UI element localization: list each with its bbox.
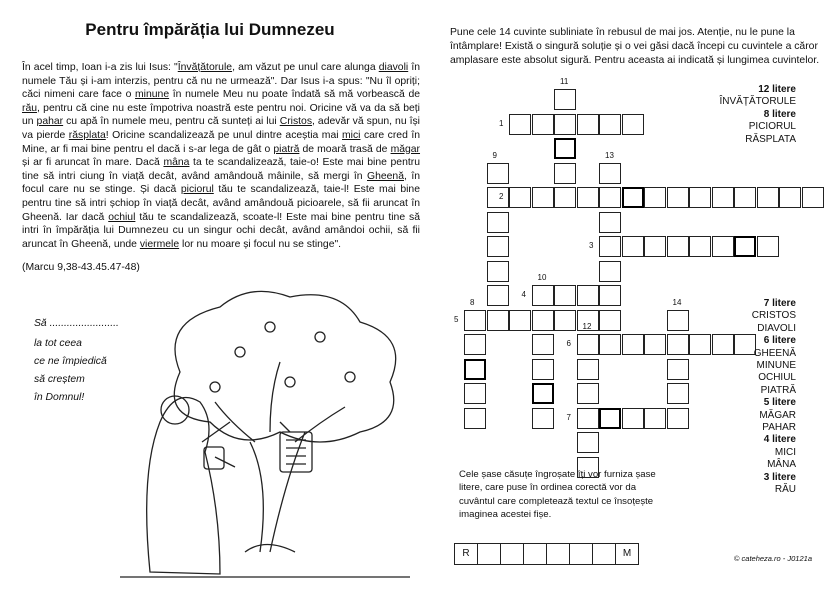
clue-number: 10 <box>537 273 547 282</box>
crossword-cell[interactable] <box>667 334 689 355</box>
crossword-cell[interactable] <box>599 334 621 355</box>
word-item: MÂNA <box>767 459 796 471</box>
crossword-cell[interactable] <box>577 334 599 355</box>
crossword-cell[interactable] <box>712 187 734 208</box>
crossword-cell[interactable] <box>712 236 734 257</box>
crossword-cell[interactable] <box>599 261 621 282</box>
gospel-passage: În acel timp, Ioan i-a zis lui Isus: "Învățătorule, am văzut pe unul care alunga diavoli în numele Tău și i-am interzis, pentru că nu ne urmează". Dar Isus i-a spus: "Nu îl opriți; căci nimeni care face o minune în numele Meu nu poate îndată să mă vorbească de rău, pentru că cine nu este împotriva noastră este pentru noi. Oricine vă va da să beți un pahar cu apă în numele meu, pentru că sunteți ai lui Cristos, adevăr vă spun, nu își va pierde răsplata! Oricine scandalizează pe unul dintre aceștia mai mici care cred în Mine, ar fi mai bine pentru el dacă i s-ar lega de gât o piatră de moară trasă de măgar și ar fi aruncat în mare. Dacă mâna ta te scandalizează, taie-o! Este mai bine pentru tine să intri ciung în viață decât, având amândouă mâinile, să mergi în Gheenă, în focul care nu se stinge. Și dacă piciorul tău te scandalizează, taie-l! Este mai bine pentru tine să intri șchiop în viață decât, având amândouă picioarele, să fii aruncat în Gheenă. Iar dacă ochiul tău te scandalizează, scoate-l! Este mai bine pentru tine să intri în împărăția lui Dumnezeu cu un singur ochi decât, având amândoi ochii, să fii aruncat în Gheenă, unde viermele lor nu moare și focul nu se stinge". <box>22 62 421 250</box>
crossword-cell[interactable] <box>644 187 666 208</box>
clue-number: 11 <box>560 77 569 86</box>
crossword-cell[interactable] <box>599 310 621 331</box>
crossword-cell[interactable] <box>487 310 509 331</box>
crossword-cell[interactable] <box>622 114 644 135</box>
crossword-cell[interactable] <box>802 187 824 208</box>
crossword-cell[interactable] <box>577 359 599 380</box>
word-item: MICI <box>774 446 796 458</box>
crossword-cell[interactable] <box>734 187 756 208</box>
crossword-cell[interactable] <box>532 334 554 355</box>
word-item: PICIORUL <box>748 121 796 133</box>
bible-reference: (Marcu 9,38-43.45.47-48) <box>22 262 140 273</box>
crossword-cell[interactable] <box>464 334 486 355</box>
crossword-cell[interactable] <box>487 285 509 306</box>
clue-number: 1 <box>499 118 504 128</box>
crossword-cell[interactable] <box>689 236 711 257</box>
crossword-cell[interactable] <box>644 334 666 355</box>
fill-line-2: la tot ceea <box>34 338 82 349</box>
word-list-bottom <box>752 298 796 497</box>
clue-number: 14 <box>672 297 682 307</box>
crossword-cell[interactable] <box>464 383 486 404</box>
crossword-cell[interactable] <box>599 114 621 135</box>
crossword-cell[interactable] <box>622 236 644 257</box>
fill-line-5: în Domnul! <box>34 392 85 403</box>
crossword-cell[interactable] <box>577 408 599 429</box>
crossword-cell[interactable] <box>622 408 644 429</box>
clue-number: 12 <box>582 322 592 331</box>
crossword-cell[interactable] <box>599 236 621 257</box>
word-item: ÎNVĂȚĂTORULE <box>719 96 796 108</box>
answer-cell-1[interactable]: R <box>454 543 478 565</box>
answer-cell-4[interactable] <box>523 543 547 565</box>
crossword-cell[interactable] <box>487 261 509 282</box>
crossword-cell[interactable] <box>554 310 576 331</box>
crossword-cell[interactable] <box>509 187 531 208</box>
fill-line-4: să creștem <box>34 374 85 385</box>
word-group-header: 4 litere <box>763 434 796 446</box>
word-item: OCHIUL <box>758 372 796 384</box>
crossword-cell[interactable] <box>689 187 711 208</box>
crossword-cell[interactable] <box>667 236 689 257</box>
crossword-cell[interactable] <box>599 163 621 184</box>
crossword-cell[interactable] <box>554 163 576 184</box>
crossword-cell[interactable] <box>689 334 711 355</box>
word-item: PIATRĂ <box>760 384 796 396</box>
clue-number: 9 <box>492 150 497 160</box>
crossword-cell[interactable] <box>667 408 689 429</box>
crossword-cell[interactable] <box>577 285 599 306</box>
clue-number: 13 <box>605 150 614 160</box>
answer-cell-8[interactable]: M <box>615 543 639 565</box>
answer-cell-7[interactable] <box>592 543 616 565</box>
word-group-header: 7 litere <box>763 298 796 309</box>
crossword-cell[interactable] <box>464 408 486 429</box>
crossword-cell[interactable] <box>532 285 554 306</box>
crossword-cell[interactable] <box>487 212 509 233</box>
crossword-cell[interactable] <box>599 187 621 208</box>
crossword-cell[interactable] <box>644 236 666 257</box>
crossword-cell[interactable] <box>532 187 554 208</box>
crossword-cell[interactable] <box>667 383 689 404</box>
word-group-header: 8 litere <box>763 108 796 120</box>
clue-number: 2 <box>499 192 504 201</box>
crossword-cell[interactable] <box>487 187 509 208</box>
word-group-header: 6 litere <box>763 335 796 347</box>
crossword-cell[interactable] <box>644 408 666 429</box>
word-item: DIAVOLI <box>757 322 796 334</box>
crossword-cell[interactable] <box>757 187 779 208</box>
word-list-top <box>720 84 797 146</box>
crossword-cell[interactable] <box>577 432 599 453</box>
crossword-cell[interactable] <box>554 89 576 110</box>
worksheet-title: Pentru împărăția lui Dumnezeu <box>85 20 335 39</box>
fill-line-1[interactable]: Să ........................ <box>34 318 119 329</box>
clue-number: 3 <box>589 241 594 250</box>
crossword-cell[interactable] <box>509 310 531 331</box>
crossword-cell[interactable] <box>599 285 621 306</box>
word-item: RĂU <box>774 484 796 496</box>
clue-number: 4 <box>521 290 526 299</box>
crossword-bold-cell[interactable] <box>622 187 644 208</box>
crossword-bold-cell[interactable] <box>554 138 576 159</box>
crossword-cell[interactable] <box>577 187 599 208</box>
crossword-cell[interactable] <box>622 334 644 355</box>
word-item: GHEENĂ <box>753 347 796 359</box>
crossword-cell[interactable] <box>599 212 621 233</box>
crossword-bold-cell[interactable] <box>734 236 756 257</box>
crossword-cell[interactable] <box>532 310 554 331</box>
crossword-cell[interactable] <box>532 359 554 380</box>
word-item: MINUNE <box>756 360 796 372</box>
crossword-bold-cell[interactable] <box>464 359 486 380</box>
crossword-cell[interactable] <box>464 310 486 331</box>
crossword-cell[interactable] <box>554 285 576 306</box>
answer-cell-2[interactable] <box>477 543 501 565</box>
crossword-cell[interactable] <box>509 114 531 135</box>
clue-number: 6 <box>566 339 571 348</box>
crossword-cell[interactable] <box>577 114 599 135</box>
word-item: PAHAR <box>762 422 796 434</box>
word-group-header: 12 litere <box>758 84 796 95</box>
crossword-bold-cell[interactable] <box>532 383 554 404</box>
crossword-instructions: Pune cele 14 cuvinte subliniate în rebusul de mai jos. Atenție, nu le pune la întâmplare! Există o singură soluție și o vei găsi dacă începi cu cuvintele a căror amplasare este absolut sigură. Pentru aceasta ai indicată și lungimea cuvintelor. <box>450 27 820 66</box>
word-group-header: 3 litere <box>763 471 796 483</box>
crossword-cell[interactable] <box>532 114 554 135</box>
crossword-bold-cell[interactable] <box>599 408 621 429</box>
crossword-cell[interactable] <box>779 187 801 208</box>
word-item: CRISTOS <box>751 310 796 322</box>
word-item: MĂGAR <box>759 409 796 421</box>
answer-cell-3[interactable] <box>500 543 524 565</box>
crossword-cell[interactable] <box>577 383 599 404</box>
answer-cell-6[interactable] <box>569 543 593 565</box>
crossword-cell[interactable] <box>487 163 509 184</box>
crossword-cell[interactable] <box>532 408 554 429</box>
fill-line-3: ce ne împiedică <box>34 356 107 367</box>
word-group-header: 5 litere <box>763 397 796 409</box>
crossword-cell[interactable] <box>712 334 734 355</box>
crossword-cell[interactable] <box>554 114 576 135</box>
crossword-cell[interactable] <box>667 187 689 208</box>
copyright: © cateheza.ro - J0121a <box>733 554 812 563</box>
tree-illustration <box>120 282 420 587</box>
clue-number: 8 <box>470 297 475 307</box>
clue-number: 5 <box>454 314 459 324</box>
crossword-cell[interactable] <box>487 236 509 257</box>
crossword-cell[interactable] <box>667 310 689 331</box>
bold-cells-note: Cele șase căsuțe îngroșate îți vor furniza șase litere, care puse în ordinea corectă vor da cuvântul care completează textul ce însoțește imaginea acestei fișe. <box>459 469 656 521</box>
word-item: RĂSPLATA <box>745 133 796 145</box>
answer-cell-5[interactable] <box>546 543 570 565</box>
clue-number: 7 <box>566 412 571 422</box>
crossword-cell[interactable] <box>757 236 779 257</box>
crossword-cell[interactable] <box>667 359 689 380</box>
crossword-cell[interactable] <box>554 187 576 208</box>
